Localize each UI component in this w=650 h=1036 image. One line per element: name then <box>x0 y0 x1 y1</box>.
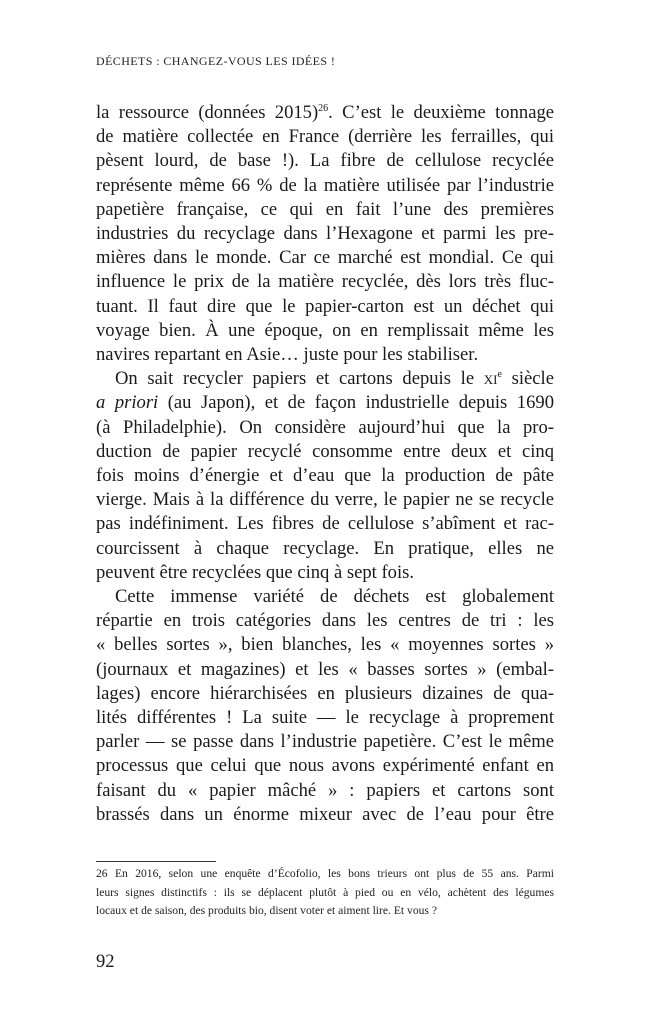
text-line: de matière collectée en France (derrière les ferrailles, qui <box>96 126 554 148</box>
footnote-reference[interactable]: 26 <box>318 102 329 114</box>
text-line: duction de papier recyclé consomme entre deux et cinq <box>96 440 554 462</box>
text-line: Cette immense variété de déchets est globalement <box>115 586 554 608</box>
paragraph-3 <box>96 585 554 827</box>
italic-phrase: a priori <box>96 392 159 414</box>
text-line: pèsent lourd, de base !). La fibre de cellulose recyclée <box>96 150 554 172</box>
text-line: navires repartant en Asie… juste pour les stabiliser. <box>96 344 479 366</box>
page-number: 92 <box>96 951 115 972</box>
footnote-divider <box>96 861 216 862</box>
text-line: On sait recycler papiers et cartons depuis le $xi^e$ siècle <box>115 368 554 390</box>
text-line: courcissent à chaque recyclage. En pratique, elles ne <box>96 537 554 559</box>
footnote-line: 26 En 2016, selon une enquête d’Écofolio, les bons trieurs ont plus de 55 ans. Parmi <box>96 867 554 880</box>
text-line: la ressource (données 2015)$^{26}$. C’est le deuxième tonnage <box>96 102 555 123</box>
text-line: brassés dans un énorme mixeur avec de l’eau pour être <box>96 803 554 825</box>
footnote <box>96 865 554 921</box>
text-line: papetière française, ce qui en fait l’une des premières <box>96 198 554 220</box>
text-line: voyage bien. À une époque, on en remplissait même les <box>96 319 554 341</box>
text-line: a priori (au Japon), et de façon industrielle depuis 1690 <box>96 392 554 414</box>
text-line: faisant du « papier mâché » : papiers et cartons sont <box>96 779 554 801</box>
text-line: représente même 66 % de la matière utilisée par l’industrie <box>96 174 554 196</box>
text-line: influence le prix de la matière recyclée, dès lors très fluc- <box>96 271 554 293</box>
running-header: DÉCHETS : CHANGEZ-VOUS LES IDÉES ! <box>96 54 336 68</box>
paragraph-1 <box>96 101 554 367</box>
text-line: « belles sortes », bien blanches, les « moyennes sortes » <box>96 634 554 656</box>
ordinal-suffix: e <box>497 369 502 381</box>
text-line: processus que celui que nous avons expérimenté enfant en <box>96 755 554 777</box>
text-line: lages) encore hiérarchisées en plusieurs dizaines de qua- <box>96 682 554 704</box>
text-line: fois moins d’énergie et d’eau que la production de pâte <box>96 465 554 487</box>
text-line: (à Philadelphie). On considère aujourd’hui que la pro- <box>96 416 554 438</box>
century-numeral: xi <box>483 368 498 390</box>
footnote-line: locaux et de saison, des produits bio, disent voter et aiment lire. Et vous ? <box>96 904 437 918</box>
text-line: (journaux et magazines) et les « basses sortes » (embal- <box>96 658 554 680</box>
text-line: lités différentes ! La suite — le recyclage à proprement <box>96 707 554 729</box>
text-line: vierge. Mais à la différence du verre, le papier ne se recycle <box>96 489 554 511</box>
text-line: parler — se passe dans l’industrie papetière. C’est le même <box>96 731 554 753</box>
paragraph-2 <box>96 367 554 585</box>
text-line: répartie en trois catégories dans les centres de tri : les <box>96 610 554 632</box>
footnote-line: leurs signes distinctifs : ils se déplacent plutôt à pied ou en vélo, achètent des légumes <box>96 885 554 899</box>
text-line: mières dans le monde. Car ce marché est mondial. Ce qui <box>96 247 554 269</box>
text-line: tuant. Il faut dire que le papier-carton est un déchet qui <box>96 295 554 317</box>
text-line: pas indéfiniment. Les fibres de cellulose s’abîment et rac- <box>96 513 554 535</box>
text-line: industries du recyclage dans l’Hexagone et parmi les pre- <box>96 223 554 245</box>
body-text <box>96 101 554 827</box>
text-line: peuvent être recyclées que cinq à sept fois. <box>96 561 415 583</box>
